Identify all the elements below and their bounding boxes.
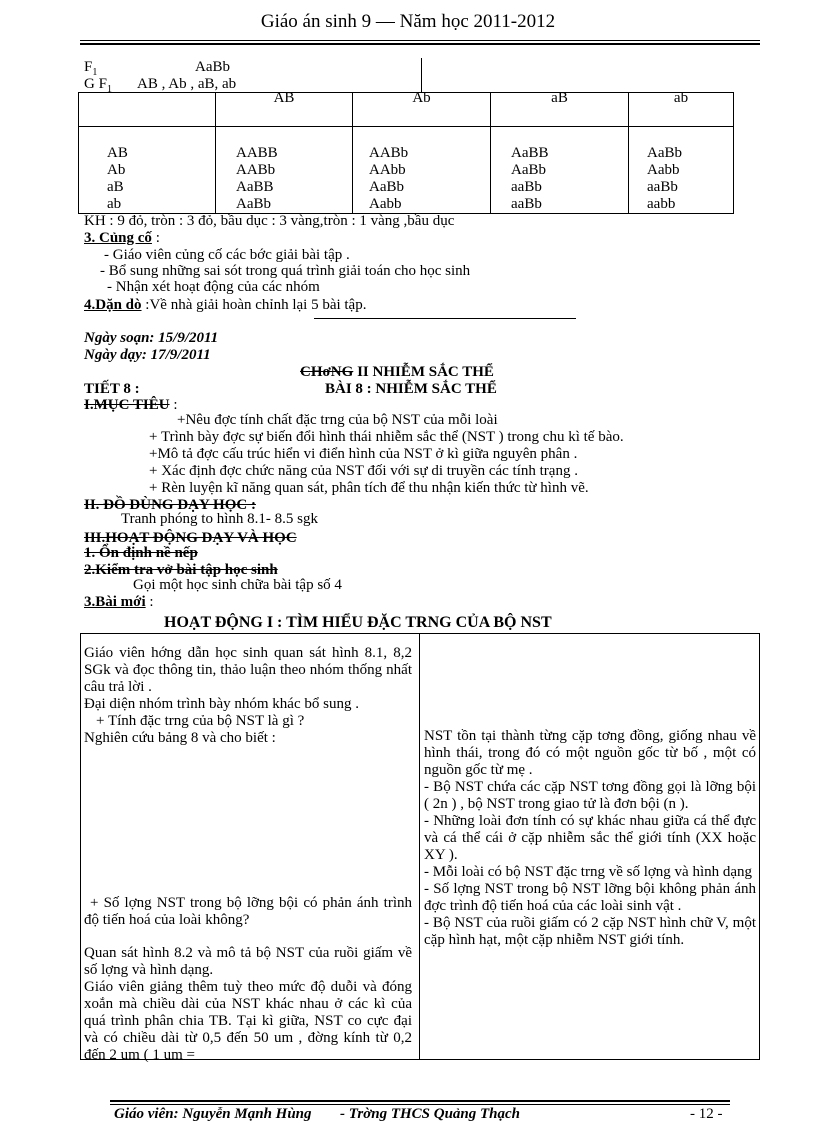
right-para: - Những loài đơn tính có sự khác nhau giữa cá thể đực và cá thể cái ở cặp nhiễm sắc thể giới tính (XX hoặc XY ). — [424, 813, 756, 863]
page-number: - 12 - — [690, 1106, 723, 1122]
section-hoat-dong: III.HOẠT ĐỘNG DẠY VÀ HỌC — [84, 530, 297, 546]
date-prepared: Ngày soạn: 15/9/2011 — [84, 330, 219, 346]
phenotype-ratio: KH : 9 đỏ, tròn : 3 đỏ, bầu dục : 3 vàng,tròn : 1 vàng ,bầu dục — [84, 213, 455, 229]
punnett-header-cell — [79, 93, 216, 127]
kiem-tra-text: Gọi một học sinh chữa bài tập số 4 — [133, 577, 342, 593]
section-cung-co: 3. Củng cố : — [84, 230, 160, 246]
footer-school: - Trờng THCS Quảng Thạch — [340, 1106, 521, 1122]
section-muc-tieu: I.MỤC TIÊU : — [84, 397, 178, 413]
punnett-column: AaBB AaBb aaBb aaBb — [491, 127, 629, 214]
cung-co-item: - Nhận xét hoạt động của các nhóm — [107, 279, 320, 295]
section-dan-do: 4.Dặn dò :Về nhà giải hoàn chỉnh lại 5 bài tập. — [84, 297, 367, 313]
objective-item: + Xác định đợc chức năng của NST đối với sự di truyền các tính trạng . — [149, 463, 578, 479]
left-col-block-1 — [84, 645, 412, 747]
left-para: + Tính đặc trng của bộ NST là gì ? — [96, 713, 305, 729]
punnett-column: AABb AAbb AaBb Aabb — [353, 127, 491, 214]
right-para: - Bộ NST chứa các cặp NST tơng đồng gọi là lỡng bội ( 2n ) , bộ NST trong giao tử là đơn bội (n ). — [424, 779, 756, 812]
bai-moi: 3.Bài mới : — [84, 594, 154, 610]
on-dinh: 1. Ổn định nề nếp — [84, 545, 198, 561]
left-para: + Số lợng NST trong bộ lỡng bội có phản ánh trình độ tiến hoá của loài không? — [84, 895, 412, 928]
left-col-block-3 — [84, 945, 412, 1064]
section-do-dung: II. ĐỒ DÙNG DẠY HỌC : — [84, 497, 256, 513]
punnett-column: AB Ab aB ab — [79, 127, 216, 214]
left-para: Giáo viên hớng dẫn học sinh quan sát hình 8.1, 8,2 SGk và đọc thông tin, thảo luận theo nhóm thống nhất câu trả lời . — [84, 645, 412, 695]
left-para: Nghiên cứu bảng 8 và cho biết : — [84, 730, 276, 746]
left-para: Đại diện nhóm trình bày nhóm khác bổ sung . — [84, 696, 359, 712]
kiem-tra: 2.Kiểm tra vở bài tập học sinh — [84, 562, 278, 578]
cung-co-item: - Bổ sung những sai sót trong quá trình giải toán cho học sinh — [100, 263, 471, 279]
punnett-square — [78, 92, 734, 214]
punnett-header-cell: AB — [216, 93, 353, 127]
right-para: - Bộ NST của ruồi giấm có 2 cặp NST hình chữ V, một cặp hình hạt, một cặp nhiễm NST giới tính. — [424, 915, 756, 948]
right-para: - Mỗi loài có bộ NST đặc trng về số lợng và hình dạng — [424, 864, 753, 880]
footer-rule — [110, 1104, 730, 1105]
header-rule-thick — [80, 43, 760, 45]
punnett-header-cell: aB — [491, 93, 629, 127]
f1-value: AaBb — [195, 59, 230, 75]
objective-item: +Nêu đợc tính chất đặc trng của bộ NST của mỗi loài — [177, 412, 498, 428]
gf1-value: AB , Ab , aB, ab — [137, 76, 237, 92]
f1-label: $F_1$ — [84, 59, 98, 78]
punnett-column: AaBb Aabb aaBb aabb — [629, 127, 734, 214]
gf1-label: G $F_1$ — [84, 76, 112, 95]
right-col-block — [424, 728, 756, 949]
objective-item: +Mô tả đợc cấu trúc hiển vi điển hình của NST ở kì giữa nguyên phân . — [149, 446, 578, 462]
page-header-title: Giáo án sinh 9 — Năm học 2011-2012 — [260, 11, 556, 32]
chapter-title: CHơNG II NHIỄM SẮC THỂ — [300, 364, 494, 380]
left-para: Quan sát hình 8.2 và mô tả bộ NST của ruồi giấm về số lợng và hình dạng. — [84, 945, 412, 978]
left-para: Giáo viên giảng thêm tuỳ theo mức độ duỗi và đóng xoắn mà chiều dài của NST khác nhau ở các kì của quá trình phân chia TB. Tại kì giữa, NST co cực đại và có chiều dài từ 0,5 đến 50 um , đờng kính từ 0,2 đến 2 um ( 1 um = — [84, 979, 412, 1063]
objective-item: + Trình bày đợc sự biến đổi hình thái nhiễm sắc thể (NST ) trong chu kì tế bào. — [149, 429, 624, 445]
punnett-header-cell: ab — [629, 93, 734, 127]
header-rule — [80, 40, 760, 41]
footer-rule-thick — [110, 1100, 730, 1102]
right-para: NST tồn tại thành từng cặp tơng đồng, giống nhau về hình thái, trong đó có một nguồn gốc từ bố , một có nguồn gốc từ mẹ . — [424, 728, 756, 778]
cung-co-item: - Giáo viên củng cố các bớc giải bài tập . — [104, 247, 350, 263]
objective-item: + Rèn luyện kĩ năng quan sát, phân tích để thu nhận kiến thức từ hình vẽ. — [149, 480, 589, 496]
do-dung-text: Tranh phóng to hình 8.1- 8.5 sgk — [121, 511, 318, 527]
lesson-title: BÀI 8 : NHIỄM SẮC THỂ — [325, 381, 497, 397]
footer-teacher: Giáo viên: Nguyễn Mạnh Hùng — [114, 1106, 312, 1122]
divider-line — [314, 318, 576, 319]
gamete-divider — [421, 58, 422, 92]
date-taught: Ngày dạy: 17/9/2011 — [84, 347, 211, 363]
activity-title: HOẠT ĐỘNG I : TÌM HIỂU ĐẶC TRNG CỦA BỘ NST — [164, 614, 552, 631]
right-para: - Số lợng NST trong bộ NST lỡng bội không phản ánh đợc trình độ tiến hoá của các loài sinh vật . — [424, 881, 756, 914]
punnett-header-cell: Ab — [353, 93, 491, 127]
lesson-number: TIẾT 8 : — [84, 381, 140, 397]
punnett-column: AABB AABb AaBB AaBb — [216, 127, 353, 214]
left-col-block-2 — [84, 895, 412, 929]
